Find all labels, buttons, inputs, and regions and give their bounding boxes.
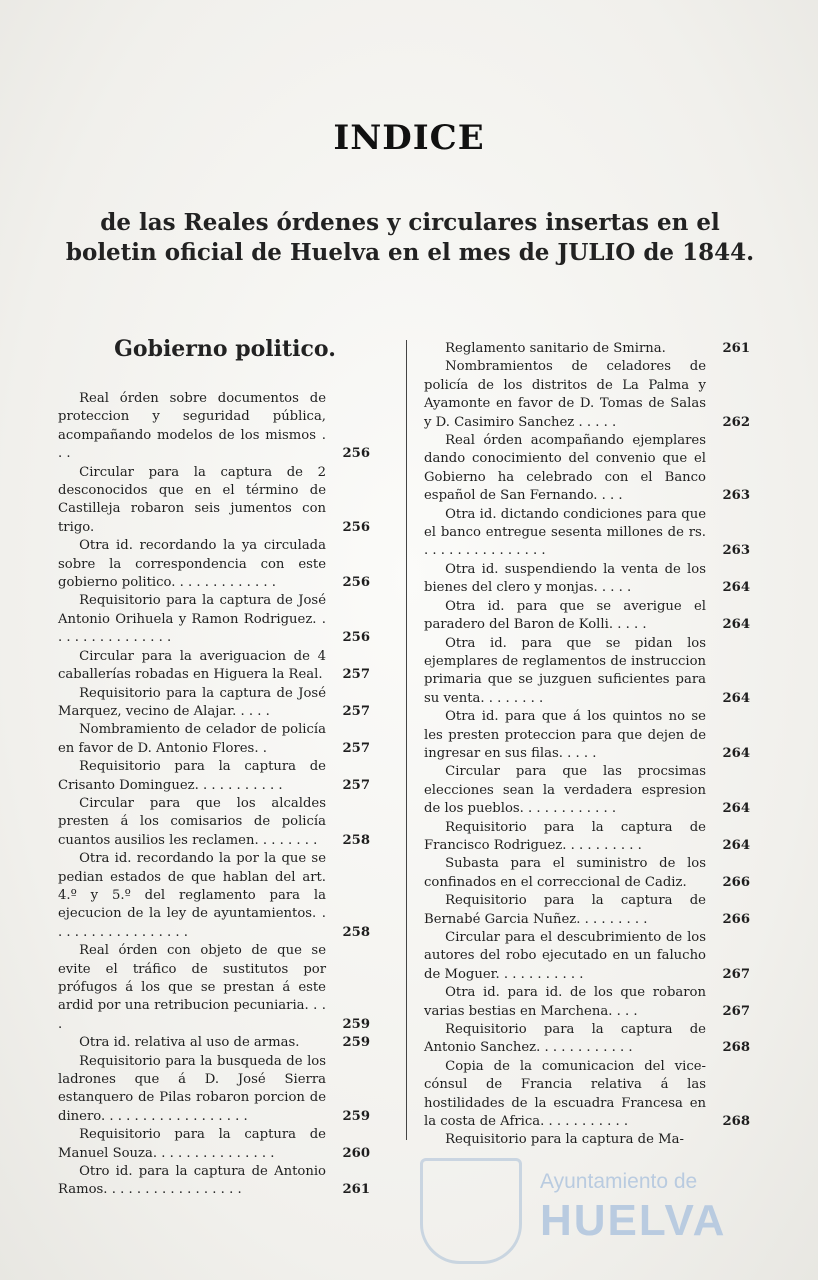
index-entry: [424, 561, 750, 598]
index-entry: [58, 1126, 370, 1163]
entry-page: 267: [722, 966, 750, 982]
entry-page: 259: [342, 1016, 370, 1032]
entry-text: Requisitorio para la captura de Crisanto Dominguez. . . . . . . . . . .: [58, 759, 326, 793]
entry-text: Requisitorio para la captura de Antonio Sanchez. . . . . . . . . . . .: [424, 1022, 706, 1056]
entry-text: Circular para el descubrimiento de los autores del robo ejecutado en un falucho de Moguer. . . . . . . . . . .: [424, 930, 706, 982]
entry-text: Requisitorio para la captura de Francisco Rodriguez. . . . . . . . . .: [424, 819, 706, 853]
shield-icon: [420, 1158, 522, 1264]
entry-page: 257: [342, 667, 370, 683]
entry-text: Requisitorio para la captura de Ma-: [445, 1132, 684, 1148]
column-divider: [406, 340, 407, 1140]
entry-text: Otra id. para id. de los que robaron varias bestias en Marchena. . . .: [424, 985, 706, 1019]
entry-page: 263: [722, 543, 750, 559]
index-entry: [424, 1021, 750, 1058]
entry-text: Circular para que las procsimas elecciones sean la verdadera espresion de los pueblos. . . . . . . . . . . .: [424, 764, 706, 817]
entry-text: Otra id. recordando la por la que se pedian estados de que hablan del art. 4.º y 5.º del reglamento para la ejecucion de la ley de ayuntamientos. . . . . . . . . . . . . . . . . .: [58, 851, 326, 940]
entry-page: 259: [342, 1035, 370, 1051]
entry-page: 258: [342, 832, 370, 848]
entry-text: Real órden sobre documentos de proteccion y seguridad pública, acompañando modelos de los mismos . . .: [58, 391, 326, 462]
entry-page: 256: [342, 446, 370, 462]
entry-text: Nombramientos de celadores de policía de los distritos de La Palma y Ayamonte en favor de D. Tomas de Salas y D. Casimiro Sanchez . . . . .: [424, 359, 706, 430]
entry-page: 266: [722, 874, 750, 890]
entry-page: 263: [722, 488, 750, 504]
index-entry: [424, 819, 750, 856]
entry-page: 268: [722, 1114, 750, 1130]
index-entry: [424, 1058, 750, 1132]
index-entry: [58, 942, 370, 1034]
entry-text: Requisitorio para la busqueda de los ladrones que á D. José Sierra estanquero de Pilas robaron porcion de dinero. . . . . . . . . . . . . . . . . .: [58, 1053, 326, 1124]
entry-text: Requisitorio para la captura de Bernabé Garcia Nuñez. . . . . . . . .: [424, 893, 706, 927]
entry-page: 264: [722, 690, 750, 706]
entry-page: 257: [342, 740, 370, 756]
entry-page: 260: [342, 1145, 370, 1161]
index-entry: [424, 358, 750, 432]
entry-text: Requisitorio para la captura de Manuel Souza. . . . . . . . . . . . . . .: [58, 1127, 326, 1161]
index-entry: [58, 850, 370, 942]
entry-text: Real órden con objeto de que se evite el tráfico de sustitutos por prófugos á los que se prestan á este ardid por una retribucion pecuniaria. . . .: [58, 943, 326, 1032]
index-entry: [424, 763, 750, 818]
entry-text: Otra id. dictando condiciones para que el banco entregue sesenta millones de rs. . . . . . . . . . . . . . . .: [424, 506, 706, 559]
watermark-line2: HUELVA: [540, 1196, 727, 1245]
entry-page: 261: [342, 1182, 370, 1198]
entry-page: 264: [722, 617, 750, 633]
page-subtitle: de las Reales órdenes y circulares insertas en el boletin oficial de Huelva en el mes de JULIO de 1844.: [65, 209, 755, 266]
index-entry: [58, 1034, 370, 1052]
entry-text: Copia de la comunicacion del vice-cónsul de Francia relativa á las hostilidades de la escuadra Francesa en la costa de Africa. . . . . . . . . . .: [424, 1058, 706, 1130]
index-entry: [58, 685, 370, 722]
entry-page: 256: [342, 519, 370, 535]
entry-text: Circular para que los alcaldes presten á los comisarios de policía cuantos ausilios les reclamen. . . . . . . .: [58, 795, 326, 848]
entry-text: Requisitorio para la captura de José Marquez, vecino de Alajar. . . . .: [58, 685, 326, 719]
index-entry: [58, 721, 370, 758]
index-entry: [424, 1131, 750, 1149]
entry-page: 259: [342, 1108, 370, 1124]
index-entry: [424, 892, 750, 929]
entry-page: 256: [342, 575, 370, 591]
entry-text: Subasta para el suministro de los confinados en el correccional de Cadiz.: [424, 856, 706, 890]
entry-page: 268: [722, 1040, 750, 1056]
entry-text: Otra id. para que se pidan los ejemplares de reglamentos de instruccion primaria que se juzguen suficientes para su venta. . . . . . . .: [424, 635, 706, 706]
entry-page: 258: [342, 924, 370, 940]
entry-page: 257: [342, 703, 370, 719]
entry-text: Otra id. relativa al uso de armas.: [79, 1035, 300, 1051]
index-entry: [424, 855, 750, 892]
index-entry: [58, 390, 370, 464]
index-entry: [58, 758, 370, 795]
entry-page: 264: [722, 837, 750, 853]
entry-page: 262: [722, 414, 750, 430]
index-entry: [58, 648, 370, 685]
index-entry: [424, 708, 750, 763]
entry-text: Real órden acompañando ejemplares dando conocimiento del convenio que el Gobierno ha celebrado con el Banco español de San Fernando. . . .: [424, 433, 706, 504]
entry-text: Circular para la captura de 2 desconocidos que en el término de Castilleja robaron seis jumentos con trigo.: [58, 464, 326, 535]
right-column: [424, 340, 750, 1150]
entry-page: 267: [722, 1003, 750, 1019]
entry-text: Circular para la averiguacion de 4 caballerías robadas en Higuera la Real.: [58, 648, 326, 683]
index-entry: [424, 984, 750, 1021]
entry-text: Otra id. recordando la ya circulada sobre la correspondencia con este gobierno politico. . . . . . . . . . . . .: [58, 538, 326, 591]
watermark-stamp: [420, 1150, 740, 1260]
entry-text: Otra id. para que á los quintos no se les presten proteccion para que dejen de ingresar en sus filas. . . . .: [424, 709, 706, 761]
entry-page: 261: [722, 341, 750, 356]
index-entry: [424, 929, 750, 984]
index-entry: [58, 1053, 370, 1127]
entry-text: Requisitorio para la captura de José Antonio Orihuela y Ramon Rodriguez. . . . . . . . . . . . . . . .: [58, 593, 326, 646]
index-entry: [424, 340, 750, 358]
page-title: INDICE: [333, 118, 485, 158]
section-heading: Gobierno politico.: [114, 336, 336, 362]
entry-text: Otra id. para que se averigue el paradero del Baron de Kolli. . . . .: [424, 598, 706, 633]
index-entry: [424, 598, 750, 635]
index-entry: [424, 432, 750, 506]
entry-page: 257: [342, 777, 370, 793]
watermark-line1: Ayuntamiento de: [540, 1170, 698, 1193]
entry-text: Reglamento sanitario de Smirna.: [445, 341, 666, 356]
index-entry: [58, 795, 370, 850]
index-entry: [424, 506, 750, 561]
left-column: [58, 390, 370, 1200]
entry-page: 266: [722, 911, 750, 927]
index-entry: [58, 1163, 370, 1200]
entry-page: 256: [342, 630, 370, 646]
index-entry: [424, 635, 750, 709]
index-entry: [58, 464, 370, 538]
entry-page: 264: [722, 745, 750, 761]
entry-text: Nombramiento de celador de policía en favor de D. Antonio Flores. .: [58, 722, 326, 756]
index-entry: [58, 592, 370, 647]
entry-page: 264: [722, 801, 750, 817]
entry-text: Otra id. suspendiendo la venta de los bienes del clero y monjas. . . . .: [424, 561, 706, 596]
entry-page: 264: [722, 580, 750, 596]
index-entry: [58, 537, 370, 592]
entry-text: Otro id. para la captura de Antonio Ramos. . . . . . . . . . . . . . . . .: [58, 1164, 326, 1198]
